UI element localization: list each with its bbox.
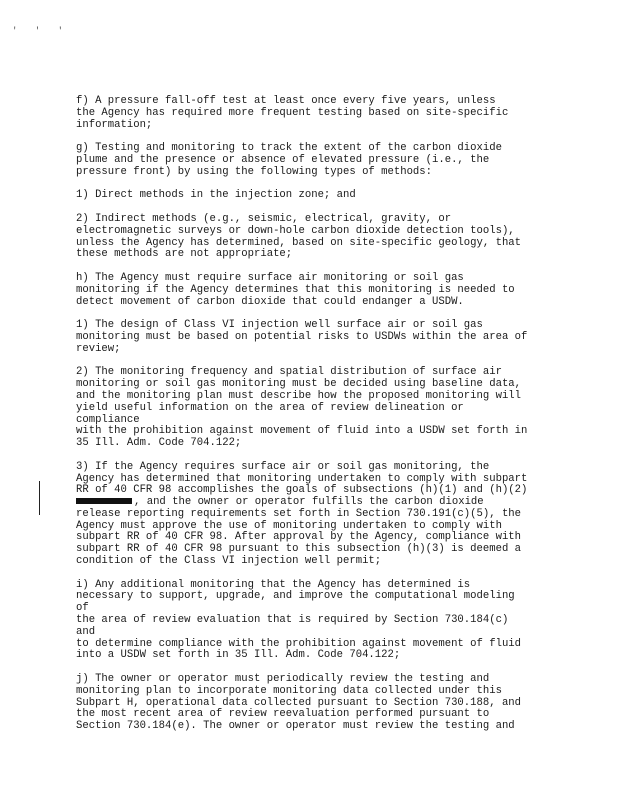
paragraph-g: g) Testing and monitoring to track the extent of the carbon dioxide plume and the presence or absence of elevated pressure (i.e., the pressure front) by using the following types of methods: — [76, 142, 502, 178]
paragraph-h3-part1: 3) If the Agency requires surface air or soil gas monitoring, the Agency has determined that monitoring undertaken to comply with subpart RR of 40 CFR 98 accomplishes the goals of subsections (h)(1) and (h)(2) — [76, 460, 528, 497]
paragraph-g1: 1) Direct methods in the injection zone; and — [76, 189, 356, 202]
revision-change-bar — [39, 481, 40, 515]
paragraph-j: j) The owner or operator must periodically review the testing and monitoring plan to incorporate monitoring data collected under this Subpart H, operational data collected pursuant to Section 730.188, and the most recent area of review reevaluation performed pursuant to Section 730.184(e). The owner or operator must review the testing and — [76, 673, 522, 733]
paragraph-g2: 2) Indirect methods (e.g., seismic, electrical, gravity, or electromagnetic surveys or down-hole carbon dioxide detection tools), unless the Agency has determined, based on site-specific geology, that these methods are not appropriate; — [76, 212, 522, 261]
paragraph-h3-part2: , and the owner or operator fulfills the carbon dioxide release reporting requirements set forth in Section 730.191(c)(5), the Agency must approve the use of monitoring undertaken to comply with subpart RR of 40 CFR 98. After approval by the Agency, compliance with subpart RR of 40 CFR 98 pursuant to this subsection (h)(3) is deemed a condition of the Class VI injection well permit; — [76, 496, 522, 568]
paragraph-h3 — [76, 462, 528, 568]
scan-corner-marks: ' ' ' — [12, 26, 70, 36]
paragraph-h: h) The Agency must require surface air monitoring or soil gas monitoring if the Agency determines that this monitoring is needed to detect movement of carbon dioxide that could endanger a USDW. — [76, 271, 515, 308]
paragraph-h1: 1) The design of Class VI injection well surface air or soil gas monitoring must be based on potential risks to USDWs within the area of review; — [76, 319, 528, 355]
paragraph-h2: 2) The monitoring frequency and spatial distribution of surface air monitoring or soil gas monitoring must be decided using baseline data, and the monitoring plan must describe how the proposed monitoring will yield useful information on the area of review delineation or compliance with the prohibition against movement of fluid into a USDW set forth in 35 Ill. Adm. Code 704.122; — [76, 366, 528, 450]
document-page — [76, 96, 528, 745]
paragraph-i: i) Any additional monitoring that the Agency has determined is necessary to support, upgrade, and improve the computational modeling of the area of review evaluation that is required by Section 730.184(c) and to determine compliance with the prohibition against movement of fluid into a USDW set forth in 35 Ill. Adm. Code 704.122; — [76, 578, 522, 662]
redaction-mark — [76, 498, 132, 504]
paragraph-f: f) A pressure fall-off test at least once every five years, unless the Agency has required more frequent testing based on site-specific information; — [76, 95, 509, 131]
